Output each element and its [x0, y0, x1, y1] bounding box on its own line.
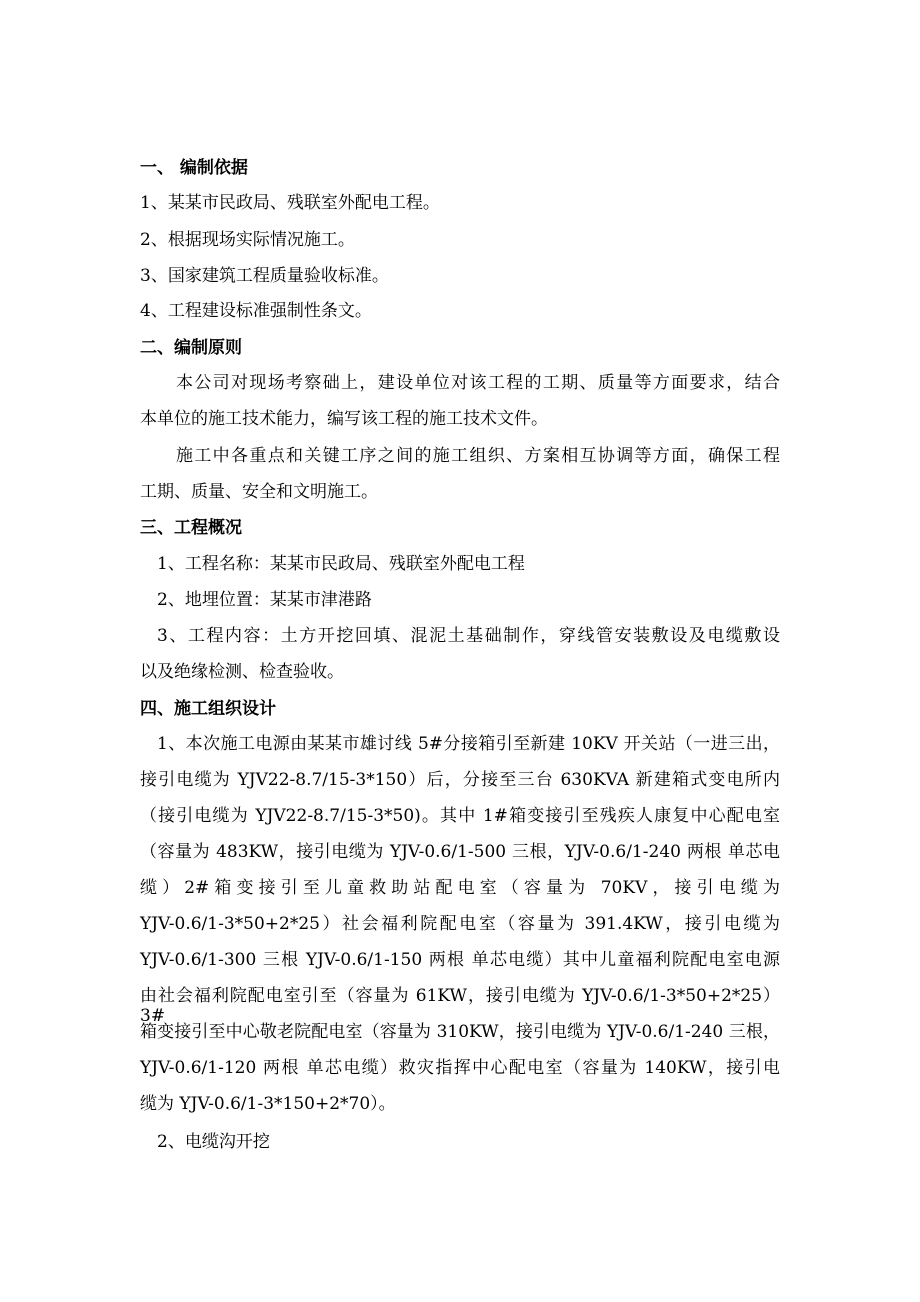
overview-item-2: 2、地埋位置：某某市津港路 [157, 590, 372, 610]
design-para1-line11: 缆为 YJV-0.6/1-3*150+2*70）。 [140, 1094, 396, 1114]
section-heading-design: 四、施工组织设计 [140, 699, 276, 719]
design-para1-line8: 由社会福利院配电室引至（容量为 61KW，接引电缆为 YJV-0.6/1-3*50+2*25）3# [140, 986, 780, 1026]
principles-para1-line2: 本单位的施工技术能力，编写该工程的施工技术文件。 [140, 409, 548, 429]
section-heading-basis: 一、 编制依据 [140, 158, 248, 178]
section-heading-principles: 二、编制原则 [140, 338, 242, 358]
overview-item-3-line1: 3、工程内容：土方开挖回填、混泥土基础制作，穿线管安装敷设及电缆敷设 [157, 626, 780, 646]
section-heading-overview: 三、工程概况 [140, 518, 242, 538]
design-item-2: 2、电缆沟开挖 [157, 1132, 270, 1152]
basis-item-1: 1、某某市民政局、残联室外配电工程。 [140, 193, 440, 213]
design-para1-line10: YJV-0.6/1-120 两根 单芯电缆）救灾指挥中心配电室（容量为 140KW，接引电 [140, 1058, 780, 1078]
overview-item-3-line2: 以及绝缘检测、检查验收。 [140, 662, 344, 682]
overview-item-1: 1、工程名称：某某市民政局、残联室外配电工程 [157, 554, 525, 574]
principles-para2-line2: 工期、质量、安全和文明施工。 [140, 482, 378, 502]
design-para1-line1: 1、本次施工电源由某某市雄讨线 5#分接箱引至新建 10KV 开关站（一进三出， [157, 734, 780, 754]
design-para1-line2: 接引电缆为 YJV22-8.7/15-3*150）后，分接至三台 630KVA 新建箱式变电所内 [140, 770, 780, 790]
basis-item-4: 4、工程建设标准强制性条文。 [140, 301, 372, 321]
design-para1-line3: （接引电缆为 YJV22-8.7/15-3*50)。其中 1#箱变接引至残疾人康复中心配电室 [140, 806, 780, 826]
design-para1-line6: YJV-0.6/1-3*50+2*25）社会福利院配电室（容量为 391.4KW，接引电缆为 [140, 914, 780, 934]
design-para1-line4: （容量为 483KW，接引电缆为 YJV-0.6/1-500 三根，YJV-0.6/1-240 两根 单芯电 [140, 842, 780, 862]
design-para1-line5: 缆）2#箱变接引至儿童救助站配电室（容量为 70KV，接引电缆为 [140, 878, 780, 898]
design-para1-line7: YJV-0.6/1-300 三根 YJV-0.6/1-150 两根 单芯电缆）其中儿童福利院配电室电源 [140, 950, 780, 970]
design-para1-line9: 箱变接引至中心敬老院配电室（容量为 310KW，接引电缆为 YJV-0.6/1-240 三根， [140, 1022, 780, 1042]
principles-para1-line1: 本公司对现场考察础上，建设单位对该工程的工期、质量等方面要求，结合 [176, 373, 780, 393]
basis-item-3: 3、国家建筑工程质量验收标准。 [140, 266, 389, 286]
basis-item-2: 2、根据现场实际情况施工。 [140, 230, 355, 250]
principles-para2-line1: 施工中各重点和关键工序之间的施工组织、方案相互协调等方面，确保工程 [176, 446, 780, 466]
